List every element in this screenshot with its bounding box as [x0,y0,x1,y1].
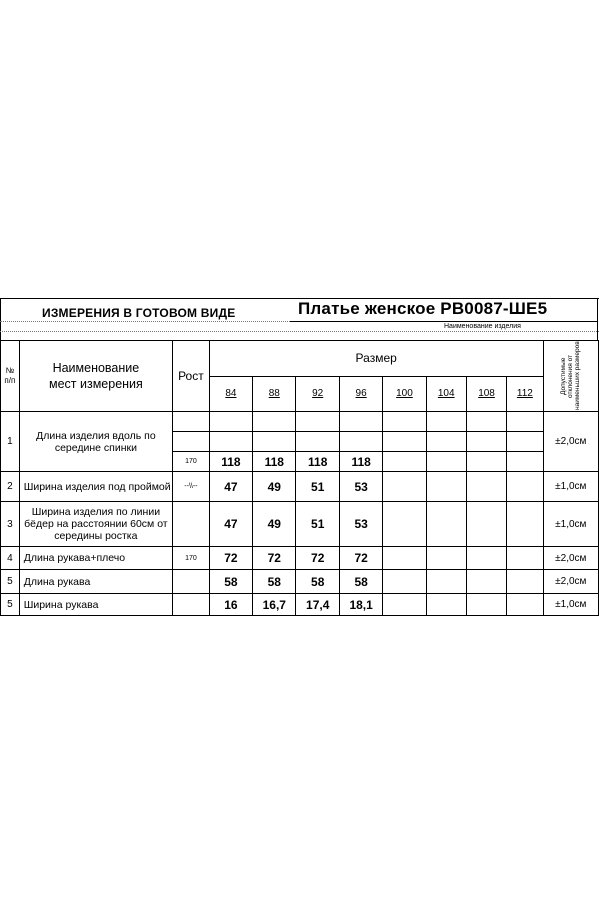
header-right-border [597,298,598,340]
empty-cell [426,432,466,452]
table-row [1,547,599,570]
name-header [19,341,172,412]
empty-cell [507,547,543,570]
empty-cell [383,547,426,570]
row-tolerance: ±2,0см [543,547,598,570]
empty-cell [209,432,252,452]
empty-cell [466,412,506,432]
value-96: 58 [339,570,382,594]
row-rost [173,570,210,594]
empty-cell [383,570,426,594]
value-84: 47 [209,502,252,547]
product-underline [290,321,597,322]
rost-header [173,341,210,412]
size-100: 100 [383,376,426,412]
row-rost-empty [173,412,210,432]
value-88: 58 [253,570,296,594]
row-tolerance: ±2,0см [543,570,598,594]
empty-cell [426,570,466,594]
size-112: 112 [507,376,543,412]
value-92: 72 [296,547,339,570]
value-84: 16 [209,594,252,616]
empty-cell [426,594,466,616]
row-tolerance: ±1,0см [543,472,598,502]
empty-cell [253,432,296,452]
empty-cell [383,502,426,547]
empty-cell [466,452,506,472]
table-row [1,412,599,432]
empty-cell [296,412,339,432]
size-104: 104 [426,376,466,412]
measurement-table [0,340,599,616]
rost-header-label: Рост [178,369,204,383]
row-num: 5 [1,594,20,616]
row-num: 5 [1,570,20,594]
tolerance-header [543,341,598,412]
empty-cell [507,570,543,594]
empty-cell [296,432,339,452]
row-name: Длина рукава+плечо [19,547,172,570]
empty-cell [426,472,466,502]
empty-cell [507,472,543,502]
header-dotted-divider [0,321,290,322]
value-84: 58 [209,570,252,594]
row-name [19,412,172,472]
size-88: 88 [253,376,296,412]
tolerance-header-label: Допустимые отклонения от наименьших размеров [560,341,582,411]
size-84: 84 [209,376,252,412]
row-rost [173,594,210,616]
value-88: 118 [253,452,296,472]
row-tolerance: ±2,0см [543,412,598,472]
value-92: 51 [296,472,339,502]
header-row [1,341,599,377]
product-caption: Наименование изделия [444,323,521,330]
value-84: 118 [209,452,252,472]
row-name: Ширина изделия под проймой [19,472,172,502]
value-92: 17,4 [296,594,339,616]
empty-cell [209,412,252,432]
razmer-header-label: Размер [355,351,397,366]
table-row [1,502,599,547]
value-96: 118 [339,452,382,472]
table-row [1,594,599,616]
row-tolerance: ±1,0см [543,594,598,616]
empty-cell [426,547,466,570]
empty-cell [426,412,466,432]
value-88: 49 [253,502,296,547]
value-84: 72 [209,547,252,570]
empty-cell [466,570,506,594]
empty-cell [383,412,426,432]
row-num: 4 [1,547,20,570]
value-92: 58 [296,570,339,594]
row-name: Ширина рукава [19,594,172,616]
value-84: 47 [209,472,252,502]
empty-cell [507,594,543,616]
empty-cell [466,432,506,452]
row-rost: 170 [173,452,210,472]
empty-cell [383,432,426,452]
empty-cell [507,452,543,472]
row-num: 3 [1,502,20,547]
row-name: Длина рукава [19,570,172,594]
razmer-header [209,341,543,377]
value-96: 53 [339,502,382,547]
empty-cell [383,594,426,616]
sheet-title: ИЗМЕРЕНИЯ В ГОТОВОМ ВИДЕ [42,306,236,320]
empty-cell [466,472,506,502]
table-row [1,472,599,502]
value-92: 118 [296,452,339,472]
empty-cell [339,412,382,432]
empty-cell [466,594,506,616]
size-92: 92 [296,376,339,412]
empty-cell [466,502,506,547]
empty-cell [339,432,382,452]
empty-cell [253,412,296,432]
empty-cell [466,547,506,570]
empty-cell [507,432,543,452]
row-rost: 170 [173,547,210,570]
value-88: 16,7 [253,594,296,616]
row-rost-empty [173,432,210,452]
header-left-border [0,298,1,340]
size-96: 96 [339,376,382,412]
table-row [1,570,599,594]
value-88: 49 [253,472,296,502]
row-rost [173,502,210,547]
row-name [19,502,172,547]
empty-cell [507,412,543,432]
row-name-text: Длина изделия вдоль по середине спинки [36,429,156,454]
product-name: Платье женское РВ0087-ШЕ5 [298,299,548,318]
row-num: 2 [1,472,20,502]
num-header [1,341,20,412]
value-88: 72 [253,547,296,570]
row-name-text: Ширина изделия по линии бёдер на расстоянии 60см от середины ростка [24,506,168,542]
value-96: 18,1 [339,594,382,616]
row-tolerance: ±1,0см [543,502,598,547]
row-num: 1 [1,412,20,472]
header-dotted-divider-2 [0,331,599,332]
num-header-label: № п/п [4,366,16,385]
value-96: 72 [339,547,382,570]
value-96: 53 [339,472,382,502]
empty-cell [507,502,543,547]
value-92: 51 [296,502,339,547]
empty-cell [383,472,426,502]
row-rost: --\\-- [173,472,210,502]
empty-cell [383,452,426,472]
empty-cell [426,452,466,472]
size-108: 108 [466,376,506,412]
empty-cell [426,502,466,547]
name-header-label: Наименование мест измерения [48,361,143,391]
